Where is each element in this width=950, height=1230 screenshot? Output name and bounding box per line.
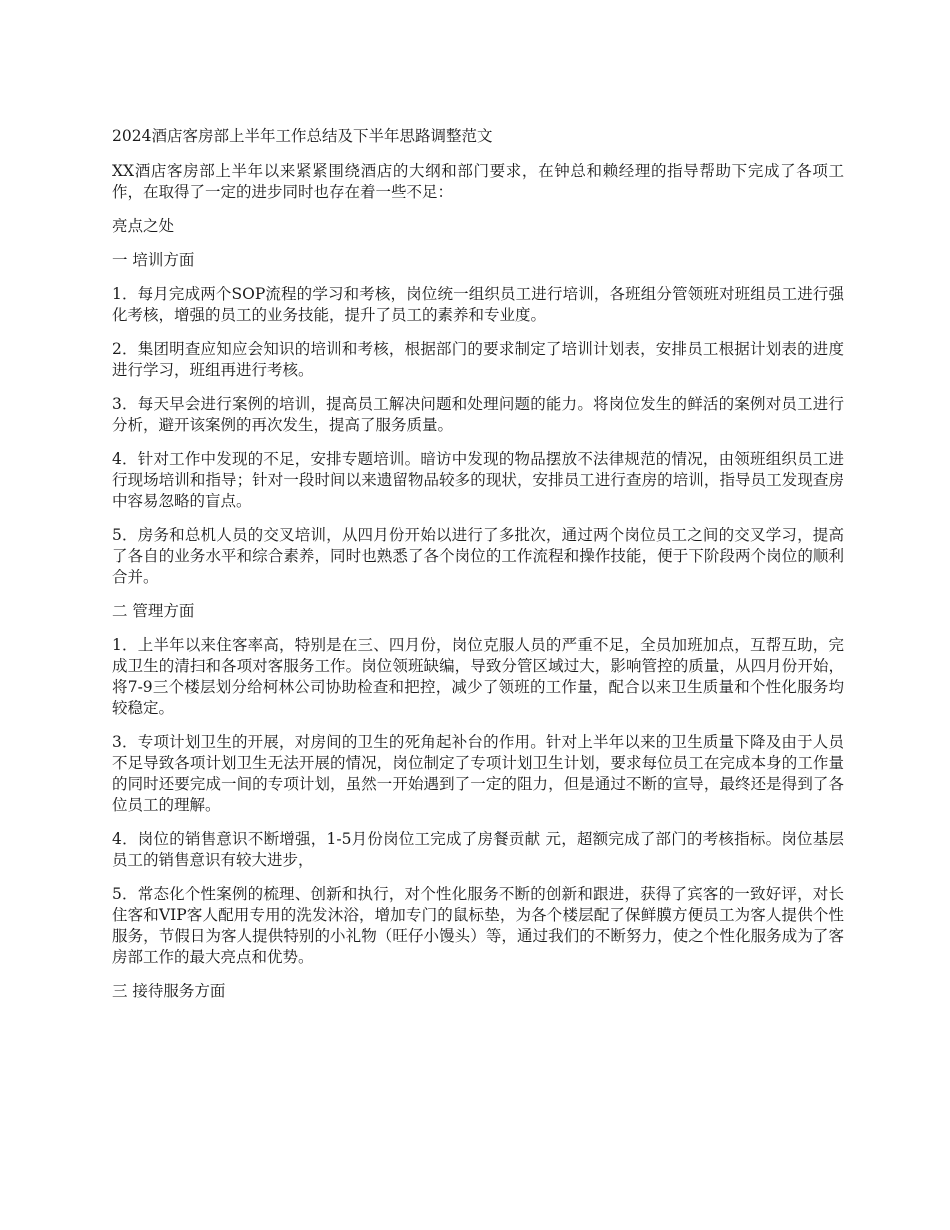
intro-paragraph: XX酒店客房部上半年以来紧紧围绕酒店的大纲和部门要求，在钟总和赖经理的指导帮助下完成了各项工作，在取得了一定的进步同时也存在着一些不足：: [112, 162, 844, 201]
management-item: 4．岗位的销售意识不断增强，1-5月份岗位工完成了房餐贡献 元，超额完成了部门的考核指标。岗位基层员工的销售意识有较大进步，: [112, 830, 844, 869]
management-item: 3．专项计划卫生的开展，对房间的卫生的死角起补台的作用。针对上半年以来的卫生质量下降及由于人员不足导致各项计划卫生无法开展的情况，岗位制定了专项计划卫生计划，要求每位员工在完成本身的工作量的同时还要完成一间的专项计划，虽然一开始遇到了一定的阻力，但是通过不断的宣导，最终还是得到了各位员工的理解。: [112, 733, 844, 814]
document-title: 2024酒店客房部上半年工作总结及下半年思路调整范文: [112, 127, 493, 145]
highlights-heading: 亮点之处: [112, 217, 175, 235]
management-item: 5．常态化个性案例的梳理、创新和执行，对个性化服务不断的创新和跟进，获得了宾客的一致好评，对长住客和VIP客人配用专用的洗发沐浴，增加专门的鼠标垫，为各个楼层配了保鲜膜方便员工为客人提供个性服务，节假日为客人提供特别的小礼物（旺仔小馒头）等，通过我们的不断努力，使之个性化服务成为了客房部工作的最大亮点和优势。: [112, 885, 844, 966]
training-item: 2．集团明查应知应会知识的培训和考核，根据部门的要求制定了培训计划表，安排员工根据计划表的进度进行学习，班组再进行考核。: [112, 340, 844, 379]
training-item: 3．每天早会进行案例的培训，提高员工解决问题和处理问题的能力。将岗位发生的鲜活的案例对员工进行分析，避开该案例的再次发生，提高了服务质量。: [112, 395, 844, 434]
section-heading-training: 一 培训方面: [112, 251, 195, 269]
management-item: 1．上半年以来住客率高，特别是在三、四月份，岗位克服人员的严重不足，全员加班加点，互帮互助，完成卫生的清扫和各项对客服务工作。岗位领班缺编，导致分管区域过大，影响管控的质量，从四月份开始，将7-9三个楼层划分给柯林公司协助检查和把控，减少了领班的工作量，配合以来卫生质量和个性化服务均较稳定。: [112, 636, 844, 717]
document-page: [112, 126, 844, 1015]
section-heading-management: 二 管理方面: [112, 602, 195, 620]
training-item: 1．每月完成两个SOP流程的学习和考核，岗位统一组织员工进行培训，各班组分管领班对班组员工进行强化考核，增强的员工的业务技能，提升了员工的素养和专业度。: [112, 285, 844, 324]
section-heading-reception: 三 接待服务方面: [112, 982, 226, 1000]
training-item: 5．房务和总机人员的交叉培训，从四月份开始以进行了多批次，通过两个岗位员工之间的交叉学习，提高了各自的业务水平和综合素养，同时也熟悉了各个岗位的工作流程和操作技能，便于下阶段两个岗位的顺利合并。: [112, 526, 844, 586]
training-item: 4．针对工作中发现的不足，安排专题培训。暗访中发现的物品摆放不法律规范的情况，由领班组织员工进行现场培训和指导；针对一段时间以来遗留物品较多的现状，安排员工进行查房的培训，指导员工发现查房中容易忽略的盲点。: [112, 450, 844, 510]
